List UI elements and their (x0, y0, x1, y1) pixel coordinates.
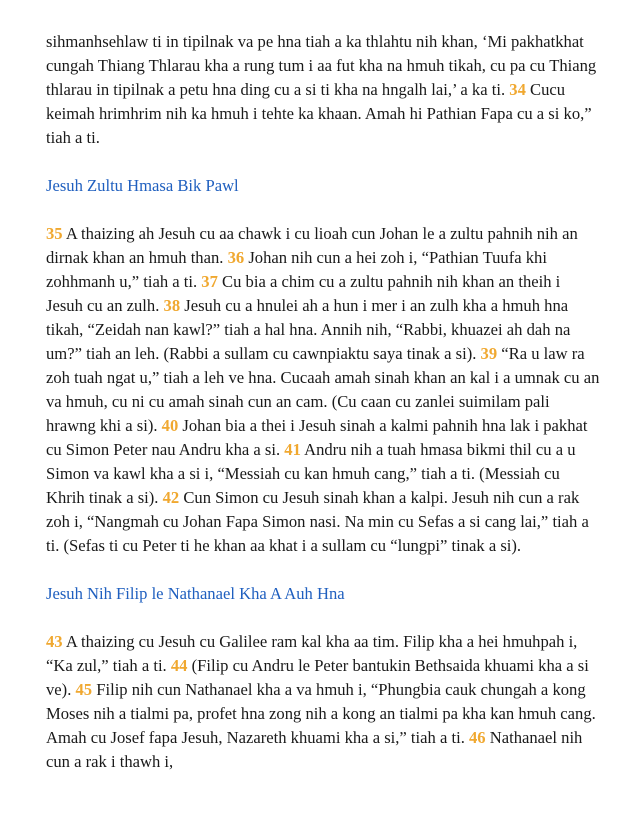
body-text: Nathanael nih cun a rak i thawh i, (46, 728, 583, 771)
paragraph-1 (46, 30, 600, 150)
verse-number-46: 46 (469, 728, 486, 747)
verse-number-37: 37 (201, 272, 218, 291)
body-text: Cucu keimah hrimhrim nih ka hmuh i tehte ka khaan. Amah hi Pathian Fapa cu a si ko,” tiah a ti. (46, 80, 592, 147)
body-text: sihmanhsehlaw ti in tipilnak va pe hna tiah a ka thlahtu nih khan, ‘Mi pakhatkhat cungah Thiang Thlarau kha a rung tum i aa fut kha na hmuh tikah, cu pa cu Thiang thlarau in tipilnak a petu hna ding cu a si ti kha na hngalh lai,’ a ka ti. (46, 32, 597, 99)
verse-number-42: 42 (162, 488, 180, 507)
body-text: Cun Simon cu Jesuh sinah khan a kalpi. Jesuh nih cun a rak zoh i, “Nangmah cu Johan Fapa Simon nasi. Na min cu Sefas a si cang lai,” tiah a ti. (Sefas ti cu Peter ti he khan aa khat i a sullam cu “lungpi” tinak a si). (46, 488, 589, 555)
body-text: Johan bia a thei i Jesuh sinah a kalmi pahnih hna lak i pakhat cu Simon Peter nau Andru kha a si. (46, 416, 588, 459)
paragraph-2 (46, 222, 600, 558)
body-text: Cu bia a chim cu a zultu pahnih nih khan an theih i Jesuh cu an zulh. (46, 272, 561, 315)
verse-number-34: 34 (509, 80, 526, 99)
verse-number-39: 39 (480, 344, 498, 363)
verse-number-38: 38 (163, 296, 181, 315)
body-text: Johan nih cun a hei zoh i, “Pathian Tuufa khi zohhmanh u,” tiah a ti. (46, 248, 547, 291)
verse-number-41: 41 (284, 440, 301, 459)
body-text: (Filip cu Andru le Peter bantukin Bethsaida khuami kha a si ve). (46, 656, 589, 699)
body-text: A thaizing cu Jesuh cu Galilee ram kal kha aa tim. Filip kha a hei hmuhpah i, “Ka zul,” tiah a ti. (46, 632, 578, 675)
body-text: Andru nih a tuah hmasa bikmi thil cu a u Simon va kawl kha a si i, “Messiah cu kan hmuh cang,” tiah a ti. (Messiah cu Khrih tinak a si). (46, 440, 576, 507)
document-page (46, 30, 600, 774)
verse-number-36: 36 (227, 248, 245, 267)
body-text: Filip nih cun Nathanael kha a va hmuh i, “Phungbia cauk chungah a kong Moses nih a tialmi pa, profet hna zong nih a kong an tialmi pa kha kan hmuh cang. Amah cu Josef fapa Jesuh, Nazareth khuami kha a si,” tiah a ti. (46, 680, 596, 747)
paragraph-3 (46, 630, 600, 774)
verse-number-35: 35 (46, 224, 63, 243)
section-heading-1: Jesuh Zultu Hmasa Bik Pawl (46, 176, 239, 195)
verse-number-40: 40 (161, 416, 179, 435)
verse-number-43: 43 (46, 632, 63, 651)
body-text: “Ra u law ra zoh tuah ngat u,” tiah a leh ve hna. Cucaah amah sinah khan an kal i a umnak cu an va hmuh, cu ni cu amah sinah cun an cam. (Cu caan cu zanlei suimilam pali hrawng khi a si). (46, 344, 600, 435)
section-heading-2: Jesuh Nih Filip le Nathanael Kha A Auh Hna (46, 584, 345, 603)
verse-number-44: 44 (170, 656, 188, 675)
body-text: Jesuh cu a hnulei ah a hun i mer i an zulh kha a hmuh hna tikah, “Zeidah nan kawl?” tiah a hal hna. Annih nih, “Rabbi, khuazei ah dah na um?” tiah an leh. (Rabbi a sullam cu cawnpiaktu saya tinak a si). (46, 296, 571, 363)
body-text: A thaizing ah Jesuh cu aa chawk i cu lioah cun Johan le a zultu pahnih nih an dirnak khan an hmuh than. (46, 224, 578, 267)
verse-number-45: 45 (75, 680, 93, 699)
